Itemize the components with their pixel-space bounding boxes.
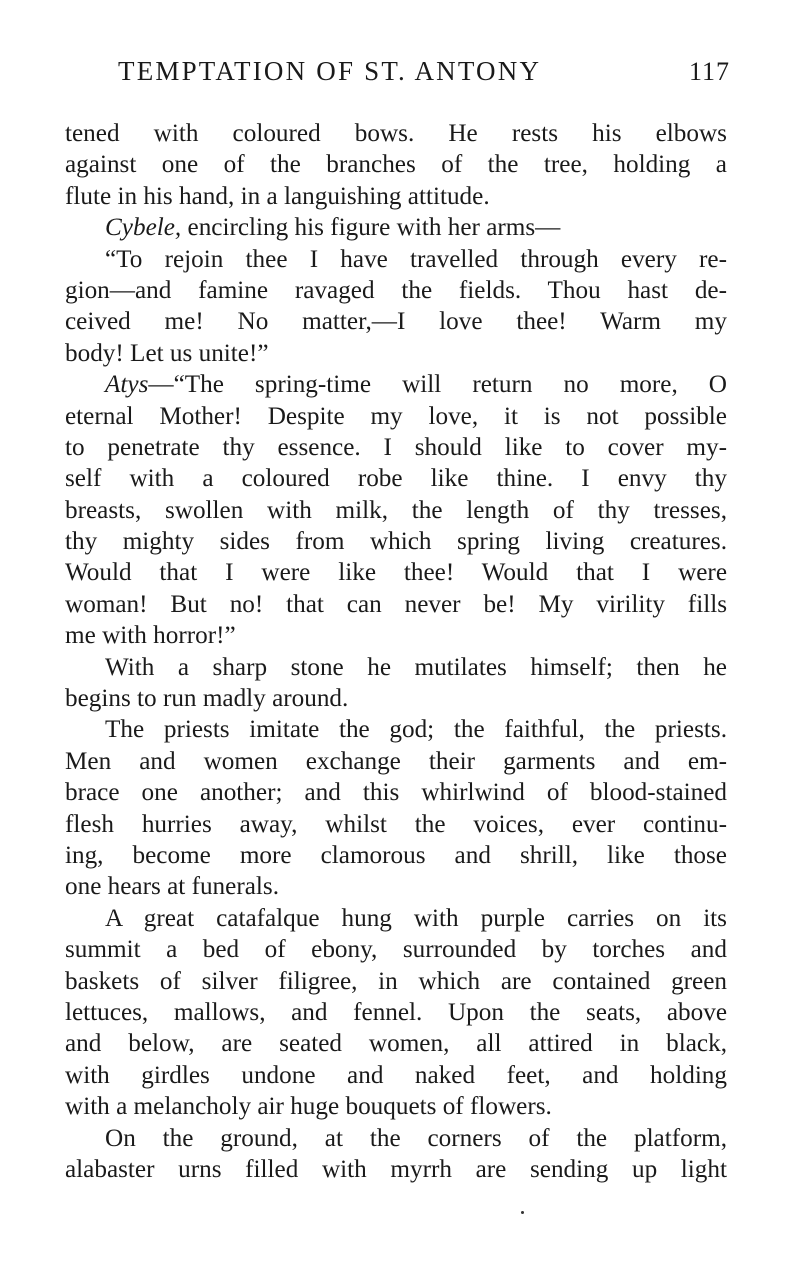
- running-title: TEMPTATION OF ST. ANTONY: [118, 56, 542, 86]
- printer-mark: [521, 1211, 524, 1214]
- line-text: body! Let us unite!”: [65, 339, 269, 367]
- line-text: eternal Mother! Despite my love, it is not possible: [65, 402, 727, 430]
- line-text: lettuces, mallows, and fennel. Upon the seats, above: [65, 998, 727, 1026]
- text-line: [65, 118, 727, 149]
- text-line: [65, 1091, 727, 1122]
- line-text: encircling his figure with her arms—: [181, 214, 561, 242]
- text-line: [65, 1028, 727, 1059]
- text-line: [65, 903, 727, 934]
- text-line: [65, 777, 727, 808]
- line-text: self with a coloured robe like thine. I envy thy: [65, 465, 727, 493]
- text-line: [65, 871, 727, 902]
- text-line: [65, 934, 727, 965]
- line-text: The priests imitate the god; the faithful, the priests.: [105, 716, 727, 744]
- line-text: tened with coloured bows. He rests his elbows: [65, 120, 727, 147]
- text-line: [65, 181, 727, 212]
- line-text: breasts, swollen with milk, the length of thy tresses,: [65, 496, 727, 524]
- text-line: [65, 212, 727, 243]
- text-line: [65, 620, 727, 651]
- line-text: against one of the branches of the tree, holding a: [65, 151, 727, 179]
- line-text: On the ground, at the corners of the platform,: [105, 1124, 727, 1152]
- line-text: gion—and famine ravaged the fields. Thou hast de-: [65, 276, 727, 304]
- line-text: ceived me! No matter,—I love thee! Warm my: [65, 308, 727, 336]
- text-line: [65, 589, 727, 620]
- line-text: A great catafalque hung with purple carries on its: [105, 904, 727, 932]
- page-body-text: [65, 118, 727, 1185]
- text-line: [65, 966, 727, 997]
- text-line: [65, 432, 727, 463]
- line-text: With a sharp stone he mutilates himself; then he: [105, 653, 727, 681]
- line-text: —“The spring-time will return no more, O: [148, 371, 727, 399]
- text-line: [65, 495, 727, 526]
- page-number: 117: [688, 57, 730, 86]
- line-text: and below, are seated women, all attired in black,: [65, 1030, 727, 1058]
- line-text: Would that I were like thee! Would that I were: [65, 559, 727, 587]
- text-line: [65, 275, 727, 306]
- line-text: flute in his hand, in a languishing attitude.: [65, 182, 490, 210]
- speaker-name: Cybele,: [105, 214, 182, 242]
- text-line: [65, 526, 727, 557]
- text-line: [65, 1123, 727, 1154]
- line-text: flesh hurries away, whilst the voices, ever continu-: [65, 810, 727, 838]
- speaker-name: Atys: [105, 371, 149, 399]
- text-line: [65, 997, 727, 1028]
- text-line: [65, 1154, 727, 1185]
- line-text: Men and women exchange their garments and em-: [65, 747, 727, 775]
- line-text: thy mighty sides from which spring living creatures.: [65, 528, 727, 556]
- line-text: me with horror!”: [65, 622, 236, 650]
- line-text: with girdles undone and naked feet, and holding: [65, 1061, 727, 1089]
- text-line: [65, 714, 727, 745]
- text-line: [65, 244, 727, 275]
- line-text: begins to run madly around.: [65, 685, 349, 713]
- line-text: alabaster urns filled with myrrh are sending up light: [65, 1155, 727, 1183]
- text-line: [65, 683, 727, 714]
- text-line: [65, 149, 727, 180]
- line-text: summit a bed of ebony, surrounded by torches and: [65, 936, 727, 964]
- line-text: “To rejoin thee I have travelled through every re-: [105, 245, 727, 273]
- line-text: with a melancholy air huge bouquets of flowers.: [65, 1093, 552, 1121]
- line-text: baskets of silver filigree, in which are contained green: [65, 967, 727, 995]
- line-text: brace one another; and this whirlwind of blood-stained: [65, 779, 727, 807]
- text-line: [65, 463, 727, 494]
- text-line: [65, 746, 727, 777]
- line-text: woman! But no! that can never be! My virility fills: [65, 590, 727, 618]
- running-header: [118, 56, 730, 87]
- line-text: to penetrate thy essence. I should like to cover my-: [65, 433, 727, 461]
- line-text: one hears at funerals.: [65, 873, 279, 901]
- text-line: [65, 557, 727, 588]
- text-line: [65, 652, 727, 683]
- text-line: [65, 306, 727, 337]
- text-line: [65, 1060, 727, 1091]
- text-line: [65, 338, 727, 369]
- text-line: [65, 840, 727, 871]
- text-line: [65, 369, 727, 400]
- text-line: [65, 809, 727, 840]
- line-text: ing, become more clamorous and shrill, like those: [65, 841, 727, 869]
- text-line: [65, 401, 727, 432]
